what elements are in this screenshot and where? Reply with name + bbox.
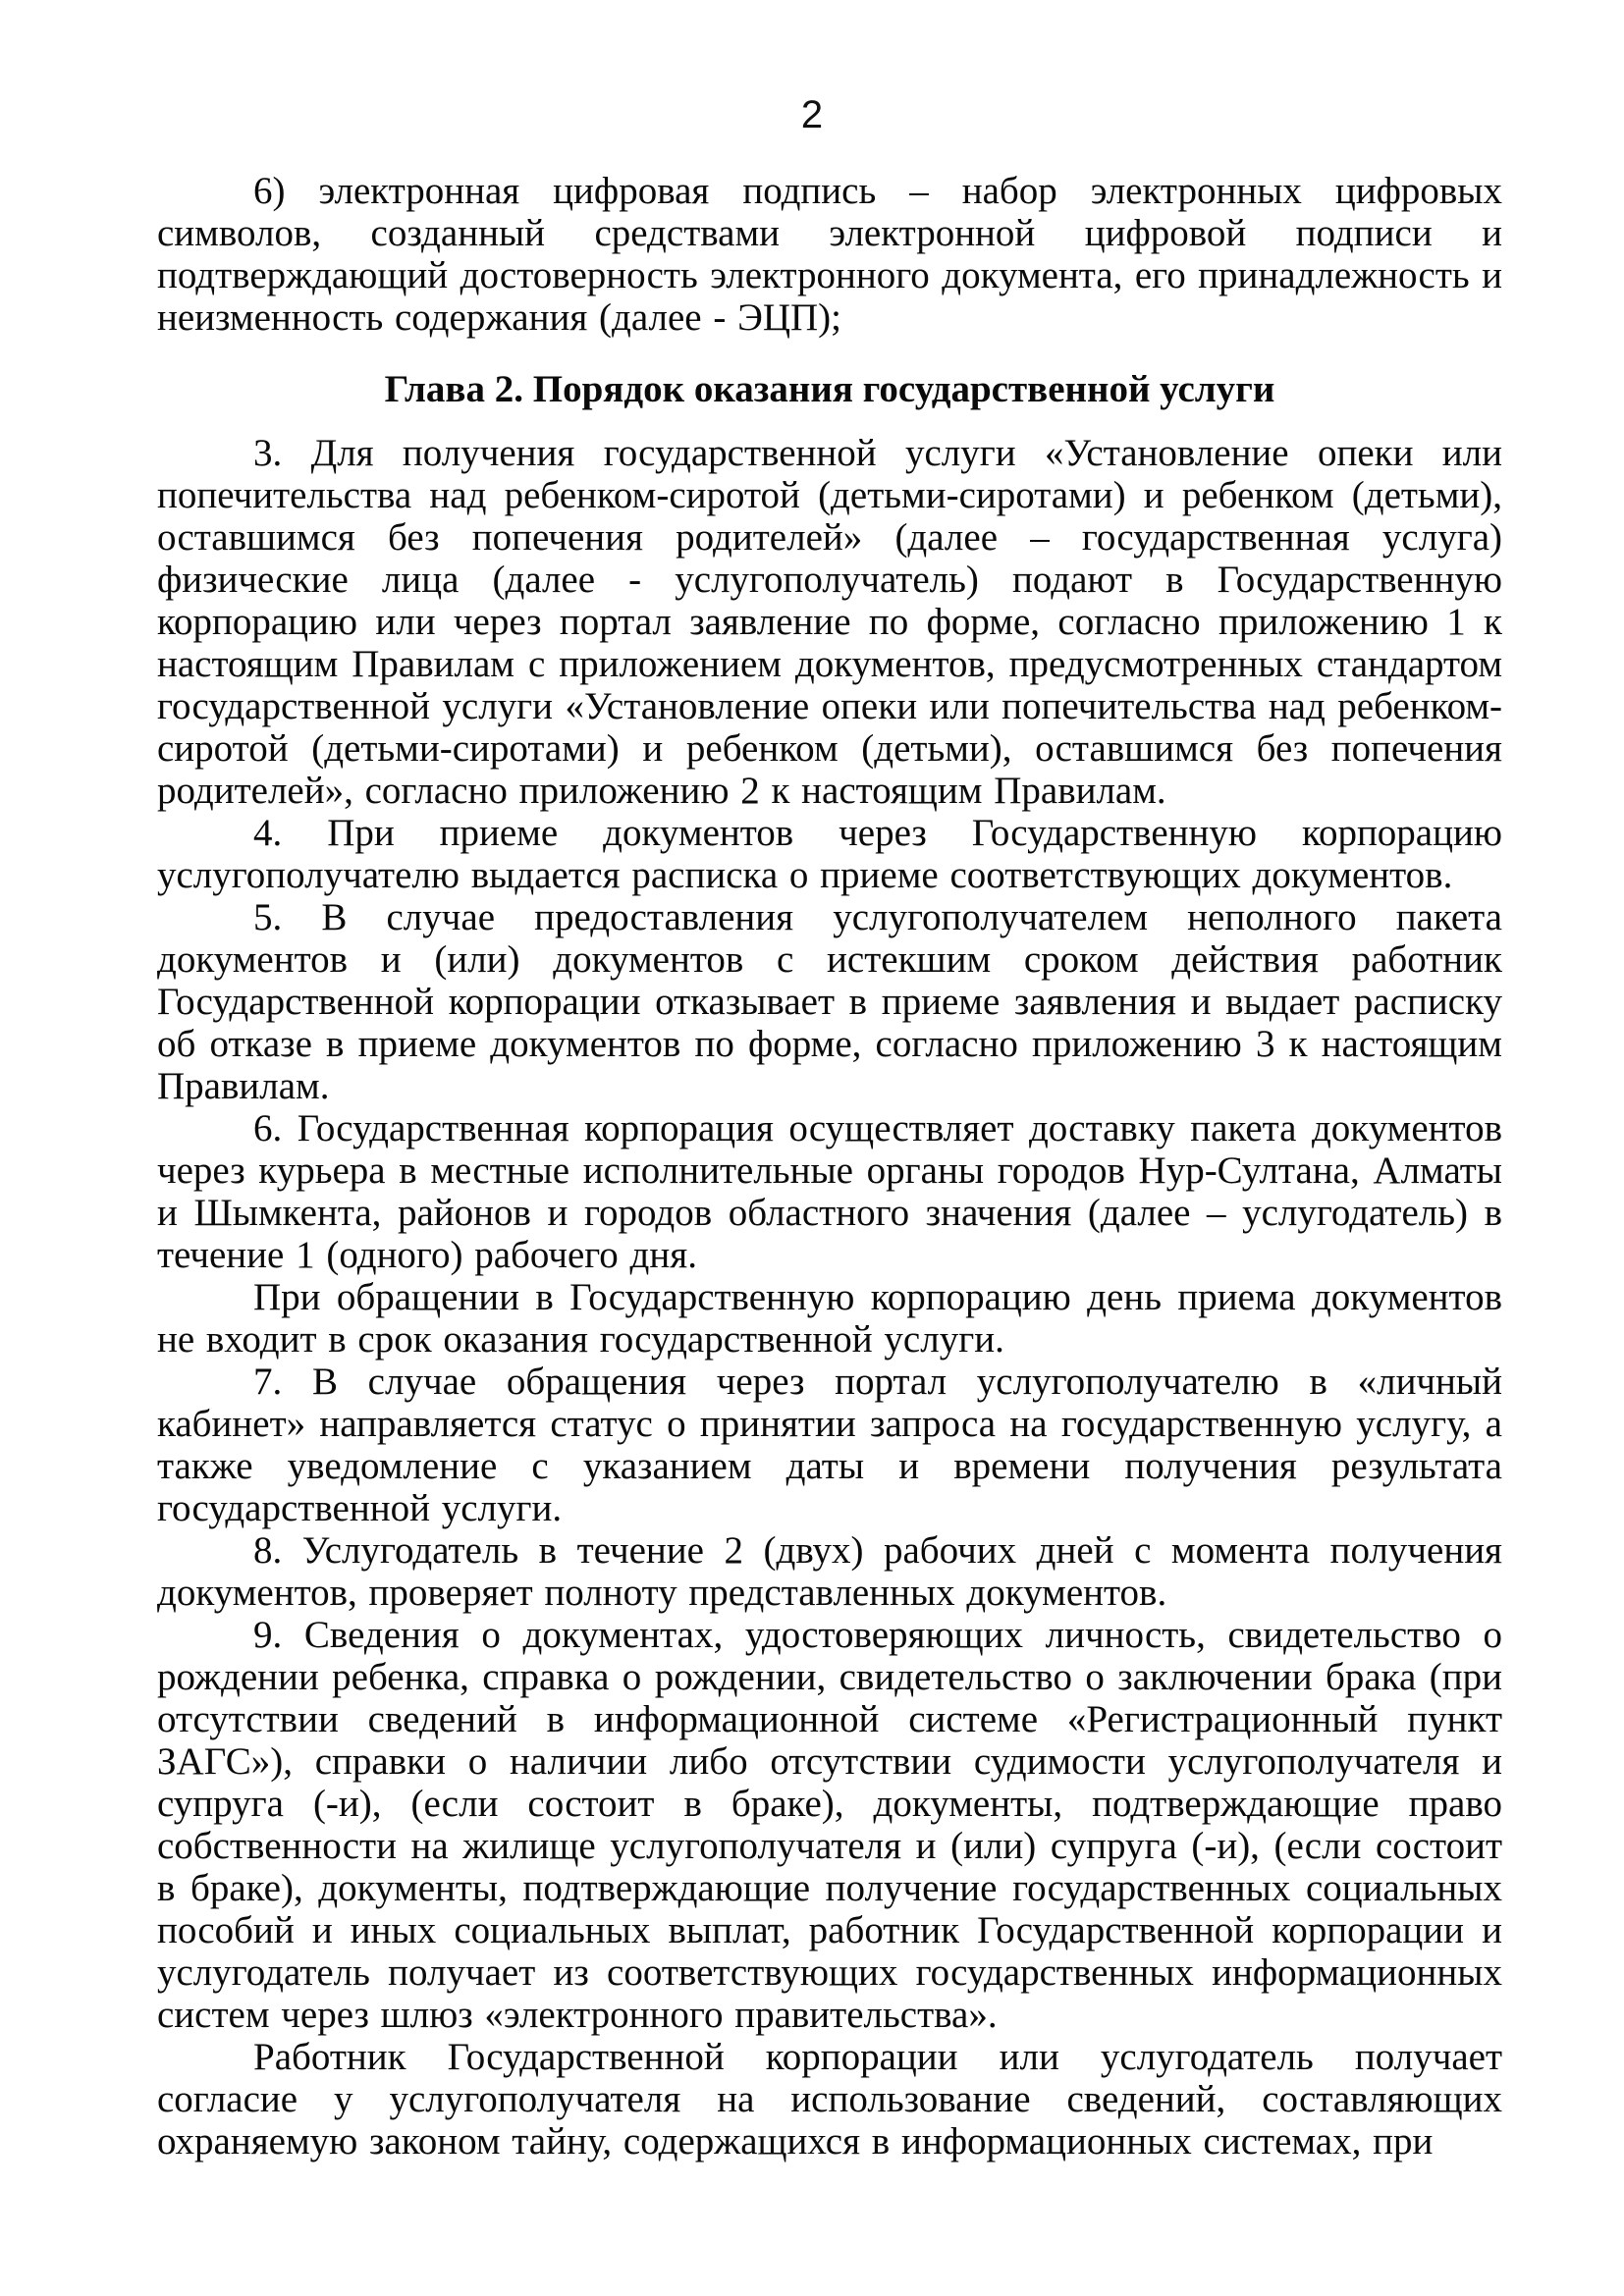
clause-5-refusal: 5. В случае предоставления услугополучателем неполного пакета документов и (или) документов с истекшим сроком действия работник Государственной корпорации отказывает в приеме заявления и выдает расписку об отказе в приеме документов по форме, согласно приложению 3 к настоящим Правилам.: [157, 896, 1502, 1107]
clause-7-portal-status: 7. В случае обращения через портал услугополучателю в «личный кабинет» направляется статус о принятии запроса на государственную услугу, а также уведомление с указанием даты и времени получения результата государственной услуги.: [157, 1361, 1502, 1529]
clause-6-delivery-note: При обращении в Государственную корпорацию день приема документов не входит в срок оказания государственной услуги.: [157, 1276, 1502, 1361]
chapter-2-heading: Глава 2. Порядок оказания государственной услуги: [384, 368, 1275, 410]
clause-6-delivery: 6. Государственная корпорация осуществляет доставку пакета документов через курьера в местные исполнительные органы городов Нур-Султана, Алматы и Шымкента, районов и городов областного значения (далее – услугодатель) в течение 1 (одного) рабочего дня.: [157, 1107, 1502, 1276]
document-body: [157, 0, 1502, 2163]
clause-8-completeness-check: 8. Услугодатель в течение 2 (двух) рабочих дней с момента получения документов, проверяет полноту представленных документов.: [157, 1529, 1502, 1614]
page-number: 2: [800, 93, 824, 136]
clause-6-signature-definition: 6) электронная цифровая подпись – набор электронных цифровых символов, созданный средствами электронной цифровой подписи и подтверждающий достоверность электронного документа, его принадлежность и неизменность содержания (далее - ЭЦП);: [157, 170, 1502, 339]
clause-9-consent-continuation: Работник Государственной корпорации или услугодатель получает согласие у услугополучателя на использование сведений, составляющих охраняемую законом тайну, содержащихся в информационных системах, при: [157, 2036, 1502, 2163]
clause-9-information-systems: 9. Сведения о документах, удостоверяющих личность, свидетельство о рождении ребенка, справка о рождении, свидетельство о заключении брака (при отсутствии сведений в информационной системе «Регистрационный пункт ЗАГС»), справки о наличии либо отсутствии судимости услугополучателя и супруга (-и), (если состоит в браке), документы, подтверждающие право собственности на жилище услугополучателя и (или) супруга (-и), (если состоит в браке), документы, подтверждающие получение государственных социальных пособий и иных социальных выплат, работник Государственной корпорации и услугодатель получает из соответствующих государственных информационных систем через шлюз «электронного правительства».: [157, 1614, 1502, 2036]
clause-3-application: 3. Для получения государственной услуги «Установление опеки или попечительства над ребенком-сиротой (детьми-сиротами) и ребенком (детьми), оставшимся без попечения родителей» (далее – государственная услуга) физические лица (далее - услугополучатель) подают в Государственную корпорацию или через портал заявление по форме, согласно приложению 1 к настоящим Правилам с приложением документов, предусмотренных стандартом государственной услуги «Установление опеки или попечительства над ребенком-сиротой (детьми-сиротами) и ребенком (детьми), оставшимся без попечения родителей», согласно приложению 2 к настоящим Правилам.: [157, 432, 1502, 812]
clause-4-receipt: 4. При приеме документов через Государственную корпорацию услугополучателю выдается расписка о приеме соответствующих документов.: [157, 812, 1502, 896]
